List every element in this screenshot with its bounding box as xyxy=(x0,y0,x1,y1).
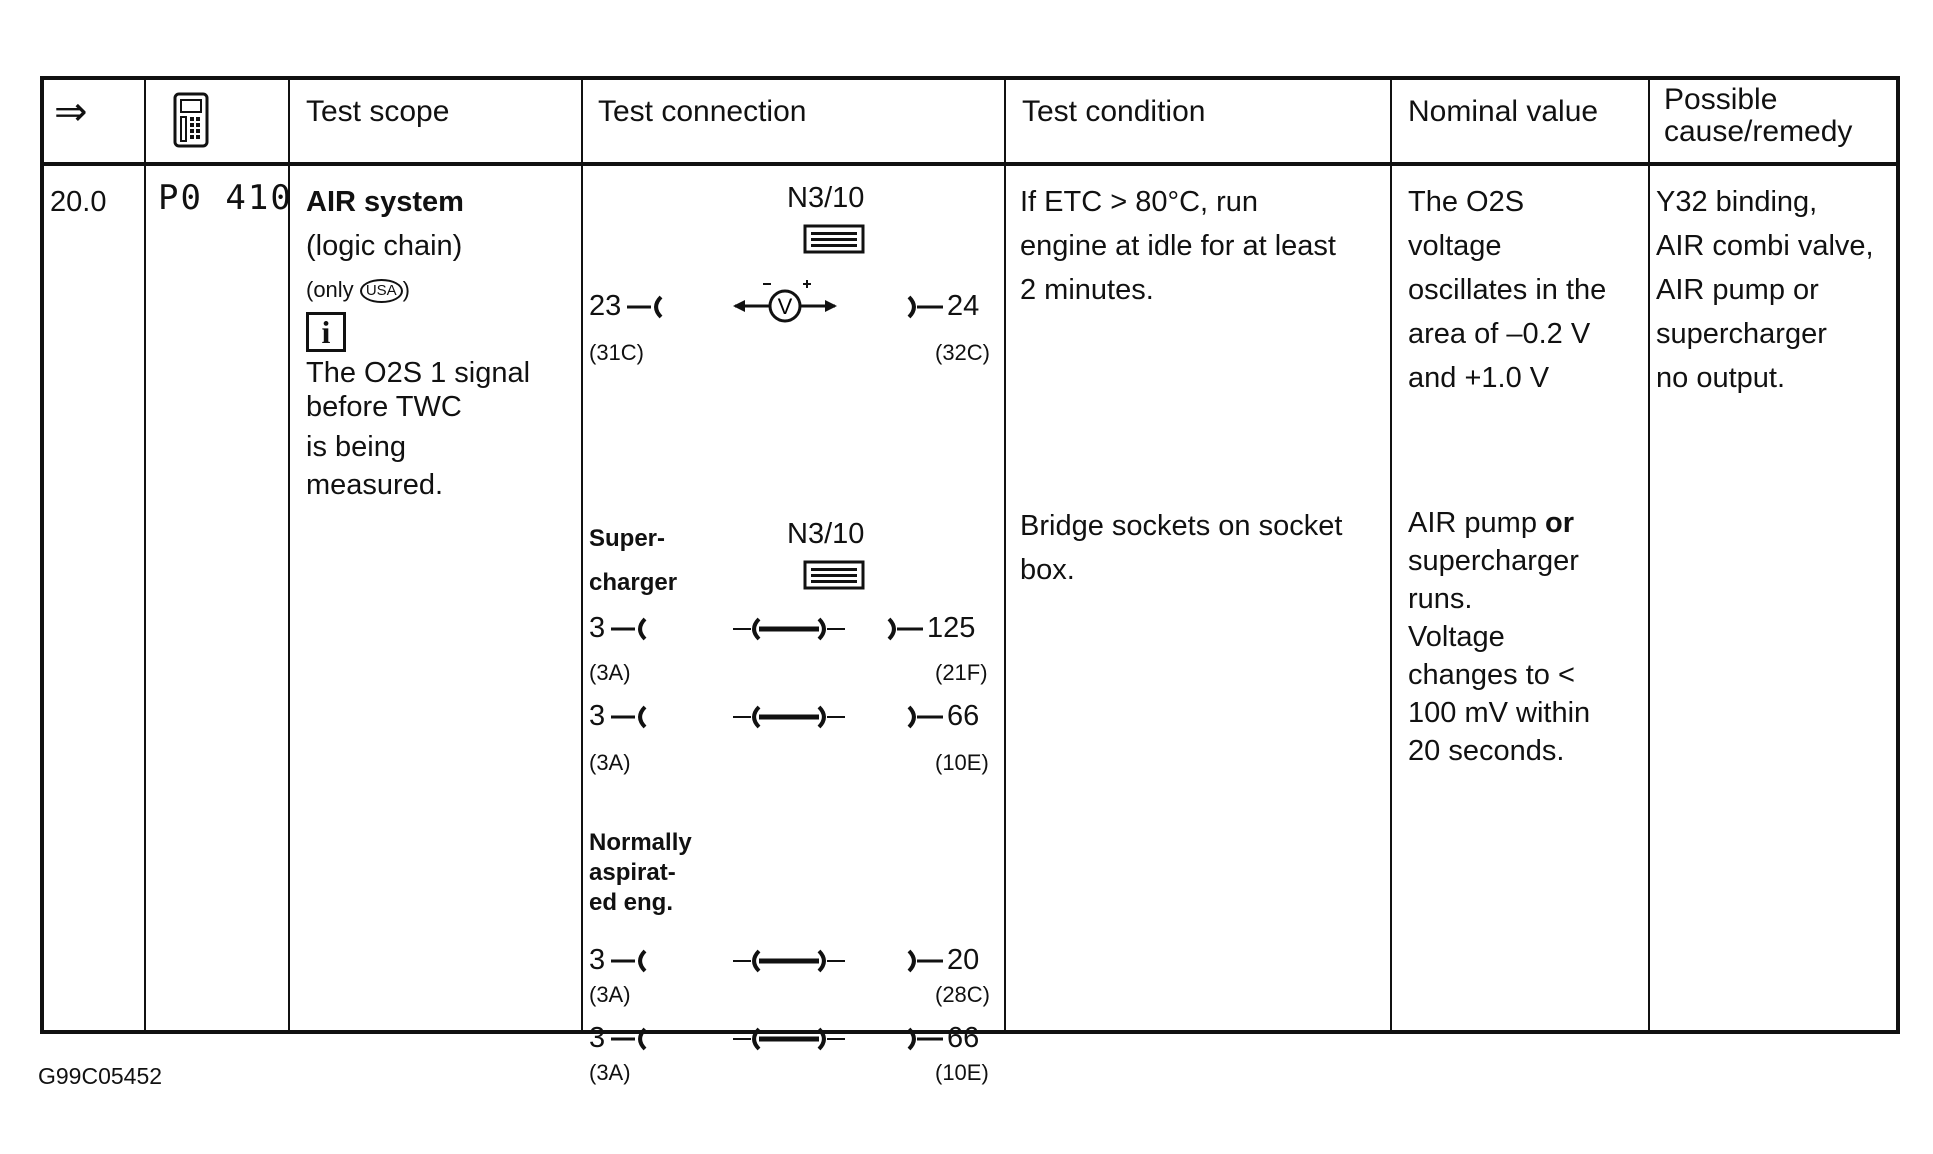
supercharger-label xyxy=(589,524,677,598)
pin-left: 3 xyxy=(589,700,606,732)
header-test-condition: Test condition xyxy=(1022,95,1206,128)
normally-aspirated-line: Normally xyxy=(589,829,692,856)
scope-note-line: before TWC xyxy=(306,391,462,423)
nominal-line: Voltage xyxy=(1408,621,1505,653)
condition-line: engine at idle for at least xyxy=(1020,230,1336,262)
figure-id: G99C05452 xyxy=(38,1063,163,1089)
pin-left: 3 xyxy=(589,944,606,976)
voltmeter-icon xyxy=(731,274,841,335)
column-divider xyxy=(1648,80,1650,1030)
nominal-air-pump-line xyxy=(1408,504,1648,542)
column-divider xyxy=(288,80,290,1030)
pin-left: 23 xyxy=(589,290,622,322)
header-test-scope: Test scope xyxy=(306,95,450,128)
supercharger-label-line: charger xyxy=(589,569,678,596)
nominal-line: 20 seconds. xyxy=(1408,735,1565,767)
plug-right-icon xyxy=(901,948,943,979)
step-number: 20.0 xyxy=(50,186,107,218)
condition-line: box. xyxy=(1020,554,1075,586)
cause-line: AIR pump or xyxy=(1656,274,1819,306)
or-text: or xyxy=(1545,507,1574,539)
pin-right: 24 xyxy=(947,290,980,322)
plug-right-icon xyxy=(881,616,923,647)
condition-line: If ETC > 80°C, run xyxy=(1020,186,1259,218)
header-nominal-value: Nominal value xyxy=(1408,95,1599,128)
info-letter: i xyxy=(321,314,331,350)
pin-right: 20 xyxy=(947,944,980,976)
column-divider xyxy=(144,80,146,1030)
nominal-line: and +1.0 V xyxy=(1408,362,1550,394)
plug-right-icon xyxy=(901,294,943,325)
nominal-value-air xyxy=(1408,504,1648,770)
cause-line: Y32 binding, xyxy=(1656,186,1818,218)
socket-right: (21F) xyxy=(935,660,988,685)
possible-cause xyxy=(1656,180,1906,400)
socket-left: (3A) xyxy=(589,982,631,1007)
nominal-line: changes to < xyxy=(1408,659,1575,691)
plug-left-icon xyxy=(611,948,653,979)
air-pump-text: AIR pump xyxy=(1408,507,1545,539)
pin-left: 3 xyxy=(589,612,606,644)
component-label: N3/10 xyxy=(787,182,865,214)
scope-note-line: The O2S 1 signal xyxy=(306,357,531,389)
nominal-line: voltage xyxy=(1408,230,1502,262)
header-arrow: ⇒ xyxy=(54,90,88,134)
tester-icon xyxy=(172,92,212,155)
socket-box-icon xyxy=(803,224,867,261)
scope-title: AIR system xyxy=(306,186,464,218)
header-possible-cause xyxy=(1664,84,1852,148)
socket-left: (31C) xyxy=(589,340,645,365)
condition-line: 2 minutes. xyxy=(1020,274,1154,306)
nominal-line: runs. xyxy=(1408,583,1473,615)
scope-only-usa xyxy=(306,268,576,312)
test-connection xyxy=(583,164,1004,1085)
column-divider xyxy=(1004,80,1006,1030)
nominal-value xyxy=(1408,180,1648,400)
header-possible-cause-line: cause/remedy xyxy=(1664,115,1853,148)
normally-aspirated-line: ed eng. xyxy=(589,889,674,916)
bridge-icon xyxy=(733,704,845,735)
socket-box-icon xyxy=(803,560,867,597)
info-icon xyxy=(306,312,346,352)
normally-aspirated-line: aspirat- xyxy=(589,859,676,886)
normally-aspirated-label xyxy=(589,828,692,918)
header-possible-cause-line: Possible xyxy=(1664,83,1778,116)
scope-note xyxy=(306,356,576,502)
only-label: (only xyxy=(306,277,354,302)
socket-right: (28C) xyxy=(935,982,991,1007)
nominal-line: supercharger xyxy=(1408,545,1579,577)
nominal-line: The O2S xyxy=(1408,186,1525,218)
supercharger-label-line: Super- xyxy=(589,525,666,552)
nominal-line: oscillates in the xyxy=(1408,274,1607,306)
cause-line: AIR combi valve, xyxy=(1656,230,1874,262)
pin-right: 66 xyxy=(947,1022,980,1054)
bridge-icon xyxy=(733,1026,845,1057)
test-condition xyxy=(1020,180,1400,312)
cause-line: supercharger xyxy=(1656,318,1827,350)
nominal-line: area of –0.2 V xyxy=(1408,318,1591,350)
pin-right: 66 xyxy=(947,700,980,732)
pin-left: 3 xyxy=(589,1022,606,1054)
plug-left-icon xyxy=(611,1026,653,1057)
socket-right: (10E) xyxy=(935,1060,989,1085)
plug-left-icon xyxy=(627,294,669,325)
condition-line: Bridge sockets on socket xyxy=(1020,510,1343,542)
socket-right: (32C) xyxy=(935,340,991,365)
socket-left: (3A) xyxy=(589,750,631,775)
close-paren: ) xyxy=(402,277,410,302)
cause-line: no output. xyxy=(1656,362,1785,394)
header-test-connection: Test connection xyxy=(598,95,807,128)
component-label: N3/10 xyxy=(787,518,865,550)
bridge-icon xyxy=(733,948,845,979)
scope-note-line: measured. xyxy=(306,469,444,501)
scope-subtitle: (logic chain) xyxy=(306,230,463,262)
socket-left: (3A) xyxy=(589,660,631,685)
pin-right: 125 xyxy=(927,612,976,644)
usa-badge: USA xyxy=(360,279,403,303)
socket-right: (10E) xyxy=(935,750,989,775)
plug-right-icon xyxy=(901,1026,943,1057)
socket-left: (3A) xyxy=(589,1060,631,1085)
test-scope xyxy=(306,180,576,502)
scope-note-line: is being xyxy=(306,431,406,463)
fault-code: P0 410 xyxy=(158,178,293,218)
plug-right-icon xyxy=(901,704,943,735)
test-condition-bridge xyxy=(1020,504,1400,592)
bridge-icon xyxy=(733,616,845,647)
plug-left-icon xyxy=(611,616,653,647)
plug-left-icon xyxy=(611,704,653,735)
voltmeter-symbol: V xyxy=(777,294,793,319)
nominal-line: 100 mV within xyxy=(1408,697,1591,729)
